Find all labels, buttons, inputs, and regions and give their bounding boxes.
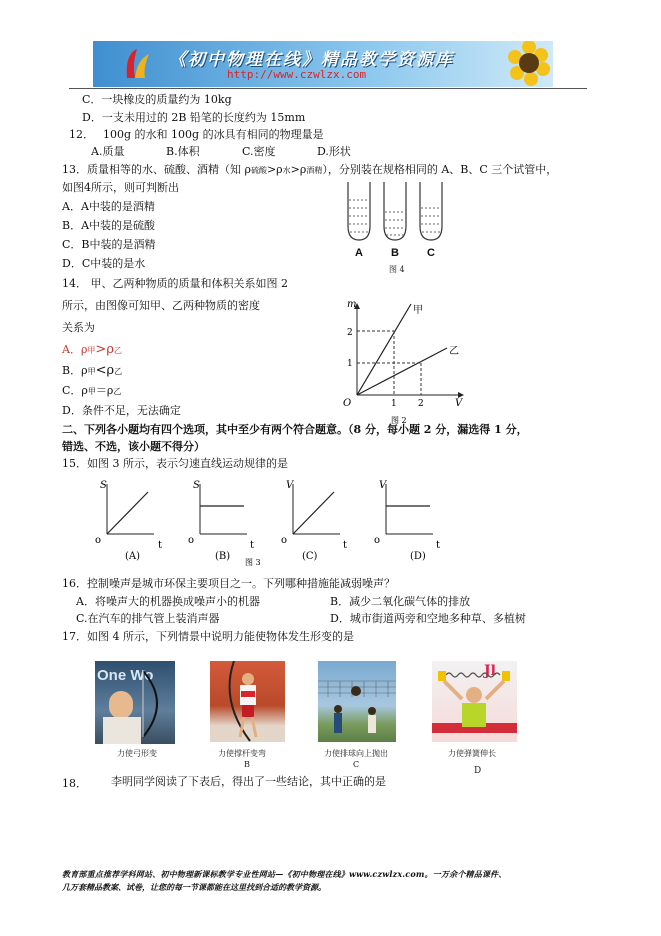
q14-c-rho: C．ρ	[62, 384, 88, 397]
q18-stem: 李明同学阅读了下表后，得出了一些结论，其中正确的是	[111, 775, 386, 788]
q12-option-d: D.形状	[317, 145, 351, 158]
q14-line3: 关系为	[62, 321, 95, 334]
q14-option-a	[62, 343, 122, 358]
q14-b-op: <ρ	[95, 363, 115, 378]
tube-label-a: A	[355, 247, 363, 259]
mass-volume-graph	[335, 298, 470, 428]
q13-sub-alcohol: 酒精	[306, 166, 323, 175]
section2-line2: 错选、不选，该小题不得分）	[62, 440, 205, 453]
graph-a-x: t	[158, 540, 163, 551]
figure-4-caption: 图 4	[389, 265, 405, 274]
photo-volleyball	[318, 661, 396, 742]
graph-b-y: S	[193, 480, 200, 491]
graph-a-y: S	[100, 480, 107, 491]
figure-2-caption: 图 2	[391, 416, 407, 425]
motion-graphs-figure	[92, 476, 462, 566]
q16-option-b: B．减少二氧化碳气体的排放	[330, 595, 471, 608]
svg-text:Jl: Jl	[484, 663, 496, 679]
q14-line1: 14． 甲、乙两种物质的质量和体积关系如图 2	[62, 277, 288, 290]
q17-caption-b: 力使撑杆变弯	[218, 749, 266, 758]
q13-option-d: D．C中装的是水	[62, 257, 146, 270]
photo-archer-text: One Wo	[97, 667, 154, 684]
graph-a-line	[107, 492, 148, 534]
q13-stem-part2: ），分别装在规格相同的 A、B、C 三个试管中，	[322, 163, 558, 176]
tube-c	[420, 182, 442, 240]
graph-b-label: (B)	[215, 551, 231, 562]
section2-line1: 二、下列各小题均有四个选项，其中至少有两个符合题意。（8 分，每小题 2 分，漏选得 1 分，	[62, 423, 528, 436]
graph-a-label: (A)	[125, 551, 141, 562]
tube-label-b: B	[391, 247, 399, 259]
graph-c-origin: o	[281, 535, 288, 546]
q15-stem: 15．如图 3 所示，表示匀速直线运动规律的是	[62, 457, 288, 470]
logo-icon	[123, 46, 153, 82]
q11-option-d: D．一支未用过的 2B 铅笔的长度约为 15mm	[82, 111, 306, 124]
q16-option-a: A．将噪声大的机器换成噪声小的机器	[76, 595, 260, 608]
photo-archer	[95, 661, 175, 744]
q12-option-a: A.质量	[91, 145, 125, 158]
q12-option-c: C.密度	[242, 145, 276, 158]
graph-y-tick-2: 2	[347, 328, 353, 338]
header-rule	[69, 88, 587, 89]
graph-d-label: (D)	[410, 551, 426, 562]
q13-stem	[62, 163, 557, 178]
q14-c-op: ＝ρ	[95, 384, 114, 397]
graph-label-yi: 乙	[449, 346, 459, 357]
graph-a-origin: o	[95, 535, 102, 546]
q13-rel1: >ρ	[266, 163, 283, 176]
q17-letter-b: B	[244, 760, 250, 769]
q12-stem: 100g 的水和 100g 的冰具有相同的物理量是	[103, 128, 324, 141]
tube-a	[348, 182, 370, 240]
graph-d-x: t	[436, 540, 441, 551]
q17-caption-d: 力使弹簧伸长	[448, 749, 496, 758]
q18-number: 18．	[62, 777, 87, 790]
q17-caption-a: 力使弓形变	[117, 749, 157, 758]
graph-origin: O	[343, 398, 352, 409]
graph-x-tick-1: 1	[391, 399, 397, 409]
q17-stem: 17．如图 4 所示，下列情景中说明力能使物体发生形变的是	[62, 630, 354, 643]
photo-pole-vault	[210, 661, 285, 742]
q13-option-a: A．A中装的是酒精	[62, 200, 155, 213]
graph-y-tick-1: 1	[347, 359, 353, 369]
volleyball-ball	[351, 686, 361, 696]
q14-line2: 所示，由图像可知甲、乙两种物质的密度	[62, 299, 260, 312]
q14-a-sub1: 甲	[87, 346, 96, 355]
graph-c-y: V	[286, 480, 294, 491]
tube-label-c: C	[427, 247, 435, 259]
q17-caption-c: 力使排球向上抛出	[324, 749, 388, 758]
graph-b-origin: o	[188, 535, 195, 546]
q17-letter-c: C	[353, 760, 360, 769]
figure-3-caption: 图 3	[245, 558, 261, 566]
q14-option-d: D．条件不足，无法确定	[62, 404, 181, 417]
q16-option-c: C.在汽车的排气管上装消声器	[76, 612, 220, 625]
graph-c-x: t	[343, 540, 348, 551]
q13-line2: 如图4所示，则可判断出	[62, 181, 179, 194]
q13-sub-sulfuric: 硫酸	[250, 166, 267, 175]
q13-sub-water: 水	[282, 166, 291, 175]
graph-y-label: m	[347, 299, 357, 310]
banner-url[interactable]: http://www.czwlzx.com	[227, 68, 367, 81]
q14-a-rho: A．ρ	[62, 343, 88, 356]
graph-c-line	[293, 492, 334, 534]
q13-rel2: >ρ	[290, 163, 307, 176]
q14-option-b	[62, 364, 122, 379]
footer-line2: 几万套精品教案、试卷，让您的每一节课都能在这里找到合适的教学资源。	[62, 882, 326, 892]
q13-option-c: C．B中装的是酒精	[62, 238, 156, 251]
q14-option-c	[62, 384, 121, 399]
graph-d-origin: o	[374, 535, 381, 546]
footer-line1: 教育部重点推荐学科网站、初中物理新课标教学专业性网站—《初中物理在线》www.czwlzx.com。一万余个精品课件、	[62, 869, 507, 879]
q12-option-b: B.体积	[166, 145, 200, 158]
q14-a-sub2: 乙	[113, 346, 122, 355]
graph-x-tick-2: 2	[418, 399, 424, 409]
q14-b-sub2: 乙	[114, 367, 123, 376]
photo-spring-stretcher	[432, 661, 517, 742]
q13-option-b: B．A中装的是硫酸	[62, 219, 156, 232]
header-banner	[93, 41, 553, 87]
q17-letter-d: D	[474, 766, 482, 776]
q14-c-sub1: 甲	[87, 387, 96, 396]
q14-c-sub2: 乙	[113, 387, 122, 396]
graph-label-jia: 甲	[413, 305, 423, 316]
tube-b	[384, 182, 406, 240]
graph-d-y: V	[379, 480, 387, 491]
q11-option-c: C．一块橡皮的质量约为 10kg	[82, 93, 232, 106]
q14-b-sub1: 甲	[87, 367, 96, 376]
banner-title: 《初中物理在线》精品教学资源库	[169, 50, 454, 70]
graph-b-x: t	[250, 540, 255, 551]
q16-stem: 16．控制噪声是城市环保主要项目之一。下列哪种措施能减弱噪声？	[62, 577, 395, 590]
graph-c-label: (C)	[302, 551, 318, 562]
graph-x-label: V	[455, 398, 463, 409]
q14-a-op: >ρ	[95, 342, 114, 357]
q13-stem-part1: 13．质量相等的水、硫酸、酒精（知 ρ	[62, 163, 251, 176]
q14-b-rho: B．ρ	[62, 364, 88, 377]
sunflower-icon	[501, 41, 553, 87]
q16-option-d: D．城市街道两旁和空地多种草、多植树	[330, 612, 526, 625]
q12-number: 12．	[69, 128, 94, 141]
